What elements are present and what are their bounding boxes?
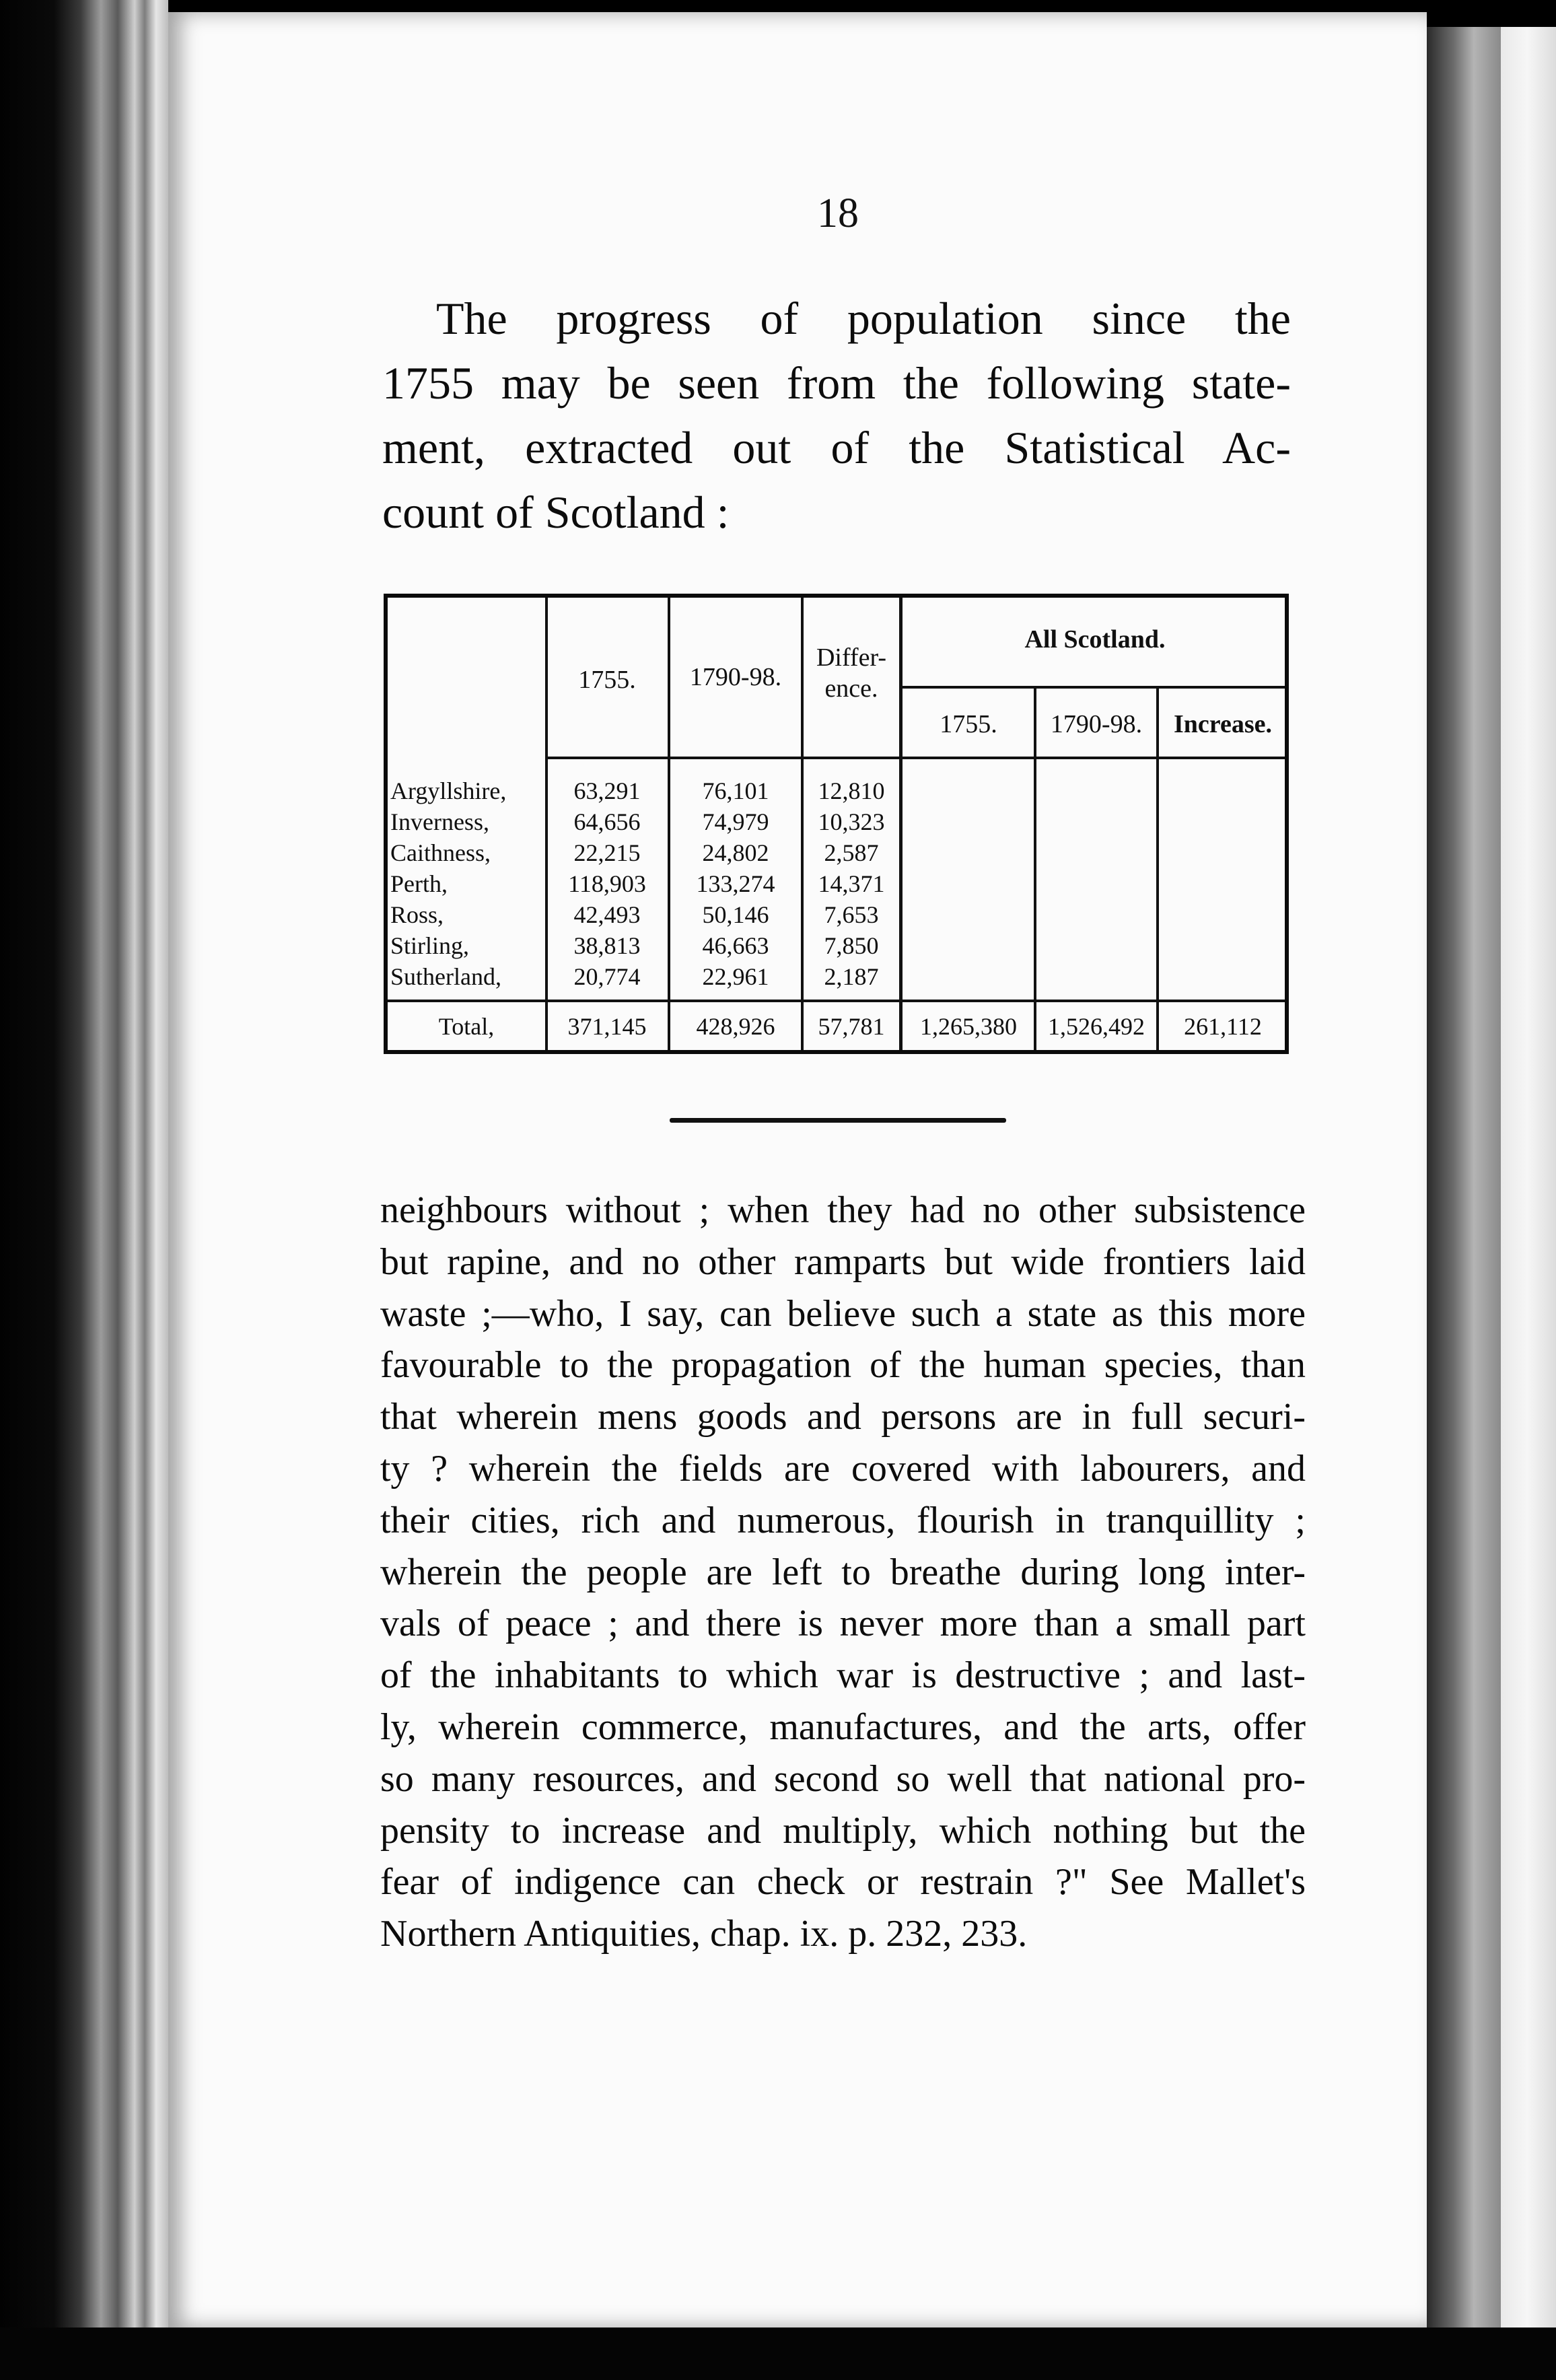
table-divider [902,686,1285,689]
cell-1790-98: 22,961 [702,963,769,990]
intro-line: ment, extracted out of the Statistical Ac- [382,422,1291,473]
body-line: their cities, rich and numerous, flourish in tranquillity ; [380,1499,1306,1541]
section-rule [670,1118,1006,1123]
header-1755: 1755. [578,666,636,694]
body-line: that wherein mens goods and persons are in full securi- [380,1396,1306,1438]
cell-1755: 20,774 [573,963,641,990]
county-name: Stirling, [390,932,470,959]
body-line: but rapine, and no other ramparts but wide frontiers laid [380,1240,1306,1283]
body-line: Northern Antiquities, chap. ix. p. 232, 233. [380,1913,1028,1955]
cell-difference: 7,653 [824,901,879,928]
body-line: vals of peace ; and there is never more than a small part [380,1603,1306,1645]
header-all-scotland: All Scotland. [1024,625,1166,654]
body-line: fear of indigence can check or restrain ?" See Mallet's [380,1861,1306,1903]
header-1790-98: 1790-98. [689,663,782,691]
cell-1790-98: 50,146 [702,901,769,928]
county-name: Caithness, [390,839,491,866]
cell-1755: 22,215 [573,839,641,866]
total-difference: 57,781 [818,1013,885,1040]
cell-1755: 42,493 [573,901,641,928]
body-paragraph [380,1185,1306,1960]
body-line: ly, wherein commerce, manufactures, and the arts, offer [380,1706,1306,1748]
body-line: so many resources, and second so well that national pro- [380,1757,1306,1800]
column-difference [804,775,899,992]
cell-difference: 14,371 [818,870,885,897]
cell-1755: 118,903 [568,870,646,897]
intro-paragraph [382,286,1291,545]
page-number: 18 [817,190,859,236]
total-1755: 371,145 [567,1013,647,1040]
table-divider [545,757,902,759]
cell-difference: 12,810 [818,777,885,804]
county-name: Sutherland, [390,963,501,990]
cell-1790-98: 46,663 [702,932,769,959]
total-1790-98: 428,926 [696,1013,775,1040]
body-line: waste ;—who, I say, can believe such a state as this more [380,1292,1306,1335]
header-difference: Differ-ence. [816,643,887,703]
scan-background [0,2328,1556,2380]
population-table [384,594,1289,1054]
table-divider [899,598,903,1050]
county-column [390,775,506,992]
header-scotland-1790-98: 1790-98. [1050,710,1143,738]
body-line: favourable to the propagation of the human species, than [380,1344,1306,1387]
table-divider [902,757,1285,759]
cell-1790-98: 74,979 [702,808,769,835]
cell-difference: 10,323 [818,808,885,835]
table-divider [1034,689,1036,1050]
county-name: Ross, [390,901,444,928]
column-1755 [546,775,668,992]
cell-difference: 2,187 [824,963,879,990]
cell-difference: 7,850 [824,932,879,959]
header-scotland-1755: 1755. [940,710,997,738]
body-line: of the inhabitants to which war is destructive ; and last- [380,1654,1306,1697]
cell-1755: 64,656 [573,808,641,835]
cell-1790-98: 133,274 [696,870,775,897]
intro-line: count of Scotland : [382,487,730,538]
county-name: Perth, [390,870,448,897]
body-line: wherein the people are left to breathe during long inter- [380,1551,1306,1593]
body-line: ty ? wherein the fields are covered with labourers, and [380,1447,1306,1490]
cell-1755: 63,291 [573,777,641,804]
intro-line: 1755 may be seen from the following state- [382,357,1291,409]
total-scotland-increase: 261,112 [1184,1013,1262,1040]
total-label: Total, [438,1013,495,1040]
table-divider [1156,689,1159,1050]
intro-line: The progress of population since the [436,293,1291,344]
page-edge-shadow [1427,27,1501,2376]
total-scotland-1790-98: 1,526,492 [1048,1013,1145,1040]
cell-1755: 38,813 [573,932,641,959]
table-divider [388,1000,1285,1002]
cell-1790-98: 24,802 [702,839,769,866]
header-scotland-increase: Increase. [1174,710,1272,738]
total-scotland-1755: 1,265,380 [920,1013,1017,1040]
county-name: Argyllshire, [390,777,507,804]
county-name: Inverness, [390,808,489,835]
cell-1790-98: 76,101 [702,777,769,804]
book-gutter [0,0,168,2380]
cell-difference: 2,587 [824,839,879,866]
body-line: pensity to increase and multiply, which nothing but the [380,1809,1306,1852]
body-line: neighbours without ; when they had no other subsistence [380,1189,1306,1231]
column-1790-98 [670,775,801,992]
next-page-edge [1501,27,1556,2380]
